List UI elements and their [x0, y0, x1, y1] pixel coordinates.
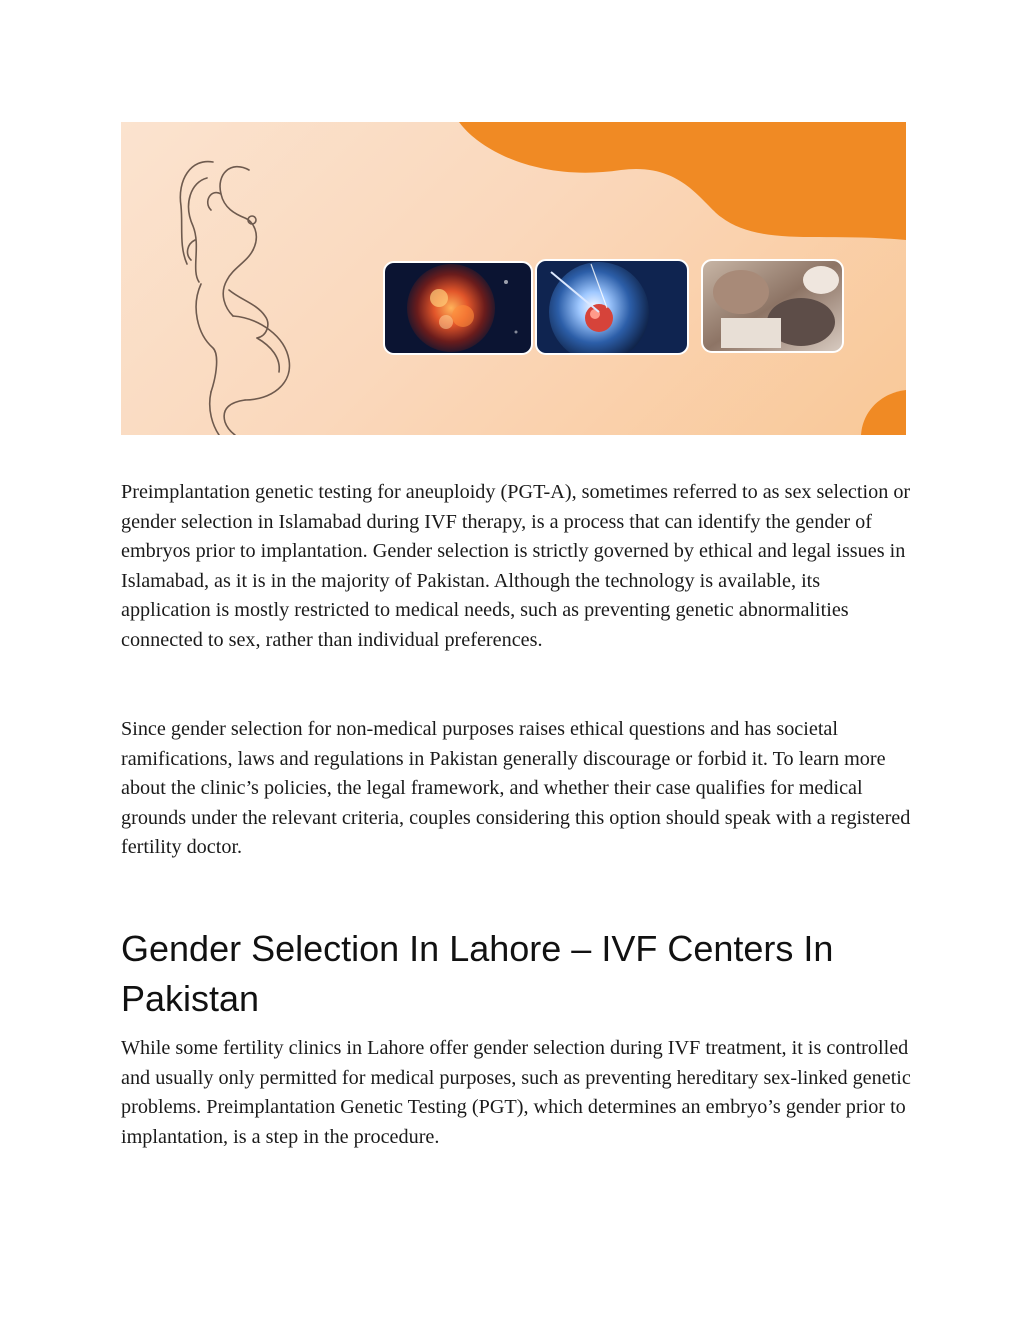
pregnant-woman-line-art-icon — [180, 162, 289, 435]
consultation-photo — [702, 260, 843, 352]
embryo-photo — [384, 262, 532, 354]
regulation-paragraph: Since gender selection for non-medical purposes raises ethical questions and has societal ramifications, laws and regulations in Pakistan generally discourage or forbid it. To learn more about the clinic’s policies, the legal framework, and whether their case qualifies for medical grounds under the relevant criteria, couples considering this option should speak with a registered fertility doctor. — [121, 718, 911, 858]
ivf-microscope-photo — [536, 260, 688, 362]
lahore-paragraph: While some fertility clinics in Lahore offer gender selection during IVF treatment, it is controlled and usually only permitted for medical purposes, such as preventing hereditary sex-linked genetic problems. Preimplantation Genetic Testing (PGT), which determines an embryo’s gender prior to implantation, is a step in the procedure. — [121, 1037, 911, 1148]
intro-paragraph: Preimplantation genetic testing for aneuploidy (PGT-A), sometimes referred to as sex selection or gender selection in Islamabad during IVF therapy, is a process that can identify the gender of embryos prior to implantation. Gender selection is strictly governed by ethical and legal issues in Islamabad, as it is in the majority of Pakistan. Although the technology is available, its application is mostly restricted to medical needs, such as preventing genetic abnormalities connected to sex, rather than individual preferences. — [121, 481, 911, 651]
hero-banner-image — [121, 122, 906, 435]
section-heading: Gender Selection In Lahore – IVF Centers In Pakistan — [121, 928, 834, 1019]
